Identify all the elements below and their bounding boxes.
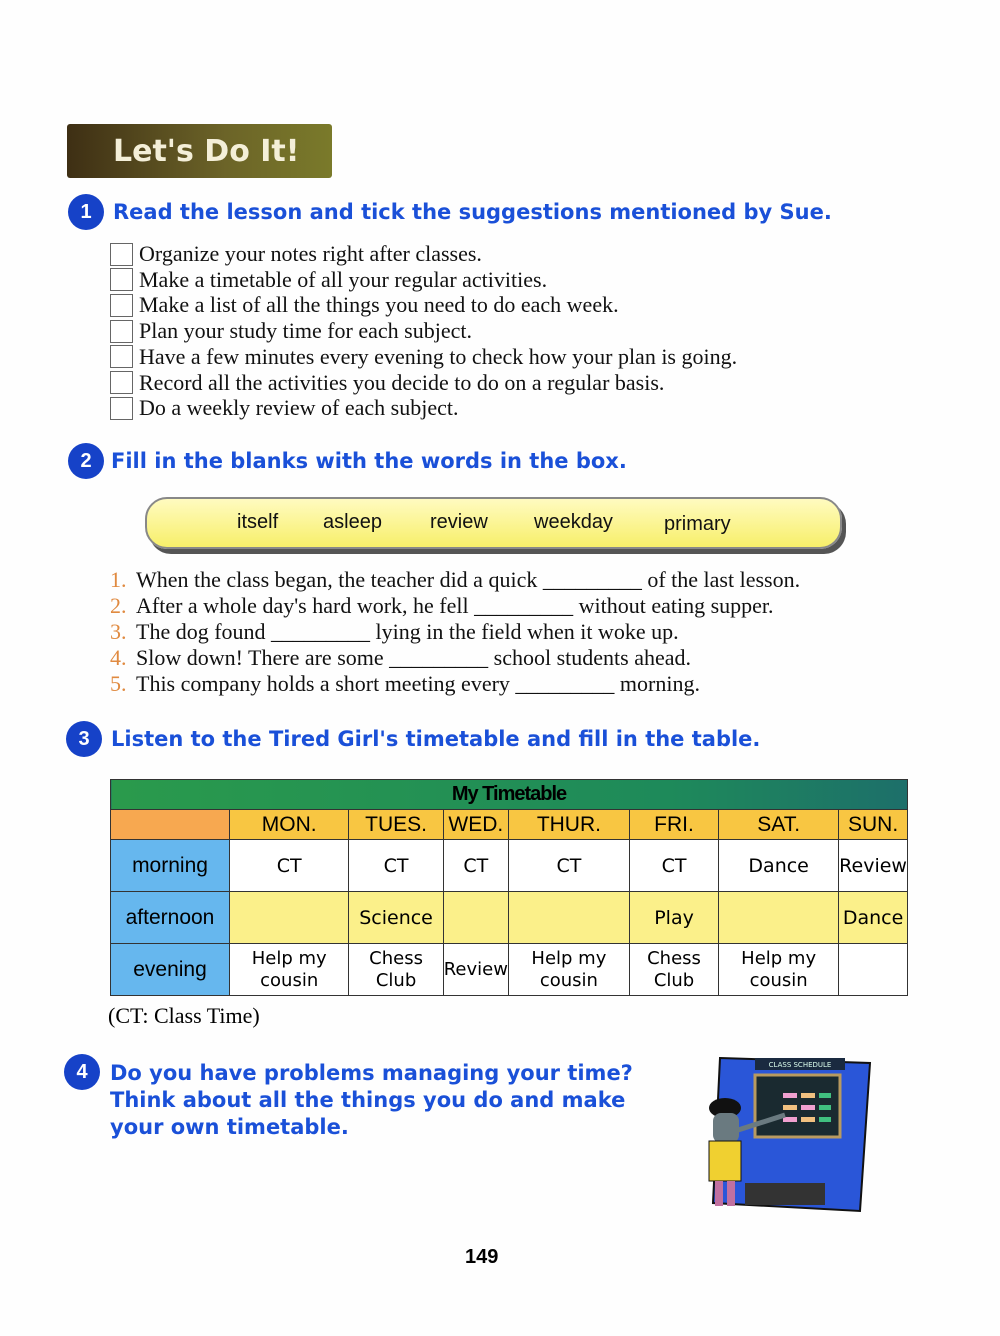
timetable-row [111, 892, 908, 944]
sign-text: CLASS SCHEDULE [768, 1061, 832, 1069]
section-4-heading [110, 1060, 633, 1141]
suggestion-text: Organize your notes right after classes. [139, 241, 482, 266]
tick-checkbox[interactable] [110, 243, 133, 266]
corner-cell [111, 810, 230, 840]
word-box [145, 497, 842, 549]
sentence-text: The dog found _________ lying in the field when it woke up. [136, 619, 679, 644]
ct-note: (CT: Class Time) [108, 1003, 260, 1028]
day-header: TUES. [349, 810, 443, 840]
day-header: WED. [443, 810, 508, 840]
suggestion-text: Have a few minutes every evening to check how your plan is going. [139, 343, 738, 369]
suggestion-item [110, 241, 482, 267]
sentence [110, 567, 800, 593]
heading-line: Think about all the things you do and make [110, 1088, 626, 1112]
tick-checkbox[interactable] [110, 397, 133, 420]
sentence-text: Slow down! There are some _________ school students ahead. [136, 645, 691, 670]
timetable-cell: Help my cousin [719, 944, 839, 996]
timetable-cell: Dance [839, 892, 908, 944]
timetable [110, 779, 908, 996]
timetable-row [111, 944, 908, 996]
suggestion-item [110, 292, 619, 318]
timetable-cell: Dance [719, 840, 839, 892]
page-number: 149 [465, 1246, 499, 1268]
suggestion-text: Do a weekly review of each subject. [139, 395, 459, 421]
timetable-row [111, 840, 908, 892]
sentence-text: After a whole day's hard work, he fell _________ without eating supper. [136, 593, 774, 618]
timetable-cell: Chess Club [629, 944, 718, 996]
sentence-text: This company holds a short meeting every _________ morning. [136, 671, 700, 696]
timetable-cell: CT [230, 840, 349, 892]
sentence [110, 645, 691, 671]
timetable-cell [508, 892, 629, 944]
section-number-1: 1 [68, 194, 104, 230]
suggestion-text: Make a timetable of all your regular activities. [139, 266, 548, 292]
section-number-2: 2 [68, 443, 104, 479]
tick-checkbox[interactable] [110, 345, 133, 368]
sentence [110, 593, 774, 619]
timetable-cell: Help my cousin [508, 944, 629, 996]
timetable-cell: CT [349, 840, 443, 892]
suggestion-item [110, 370, 664, 396]
suggestion-text: Record all the activities you decide to do on a regular basis. [139, 369, 665, 395]
sentence-number: 3. [110, 619, 127, 644]
timetable-cell: Chess Club [349, 944, 443, 996]
day-header: SUN. [839, 810, 908, 840]
timetable-cell: CT [443, 840, 508, 892]
section-2-heading: Fill in the blanks with the words in the box. [111, 449, 627, 473]
day-header: THUR. [508, 810, 629, 840]
sentence-number: 2. [110, 593, 127, 618]
section-number-4: 4 [64, 1054, 100, 1090]
suggestion-text: Make a list of all the things you need to do each week. [139, 292, 619, 318]
timetable-cell [230, 892, 349, 944]
timetable-cell: Help my cousin [230, 944, 349, 996]
tick-checkbox[interactable] [110, 371, 133, 394]
timetable-cell: CT [508, 840, 629, 892]
section-number-3: 3 [66, 721, 102, 757]
word: itself [237, 511, 279, 533]
timetable-cell [719, 892, 839, 944]
sentence-number: 4. [110, 645, 127, 670]
tick-checkbox[interactable] [110, 268, 133, 291]
timetable-cell: CT [629, 840, 718, 892]
tick-checkbox[interactable] [110, 320, 133, 343]
suggestion-item [110, 318, 472, 344]
suggestion-item [110, 395, 458, 421]
word: weekday [534, 511, 613, 533]
time-label: morning [111, 840, 230, 892]
timetable-cell [839, 944, 908, 996]
section-1-heading: Read the lesson and tick the suggestions mentioned by Sue. [113, 200, 832, 224]
sentence-number: 5. [110, 671, 127, 696]
timetable-cell: Play [629, 892, 718, 944]
timetable-cell: Review [839, 840, 908, 892]
timetable-cell [443, 892, 508, 944]
sentence [110, 619, 679, 645]
tick-checkbox[interactable] [110, 294, 133, 317]
suggestion-item [110, 344, 737, 370]
time-label: afternoon [111, 892, 230, 944]
heading-line: Do you have problems managing your time? [110, 1061, 633, 1085]
heading-line: your own timetable. [110, 1115, 349, 1139]
class-schedule-illustration [695, 1053, 875, 1215]
day-header: MON. [230, 810, 349, 840]
sentence-number: 1. [110, 567, 127, 592]
word: primary [664, 513, 731, 535]
sentence [110, 671, 700, 697]
lets-do-it-banner: Let's Do It! [67, 124, 332, 178]
day-header: FRI. [629, 810, 718, 840]
sentence-text: When the class began, the teacher did a quick _________ of the last lesson. [136, 567, 801, 592]
word: asleep [323, 511, 382, 533]
timetable-cell: Science [349, 892, 443, 944]
word: review [430, 511, 488, 533]
day-header: SAT. [719, 810, 839, 840]
timetable-cell: Review [443, 944, 508, 996]
timetable-title: My Timetable [111, 780, 908, 810]
suggestion-item [110, 267, 547, 293]
suggestion-text: Plan your study time for each subject. [139, 318, 472, 344]
section-3-heading: Listen to the Tired Girl's timetable and fill in the table. [111, 727, 761, 751]
time-label: evening [111, 944, 230, 996]
